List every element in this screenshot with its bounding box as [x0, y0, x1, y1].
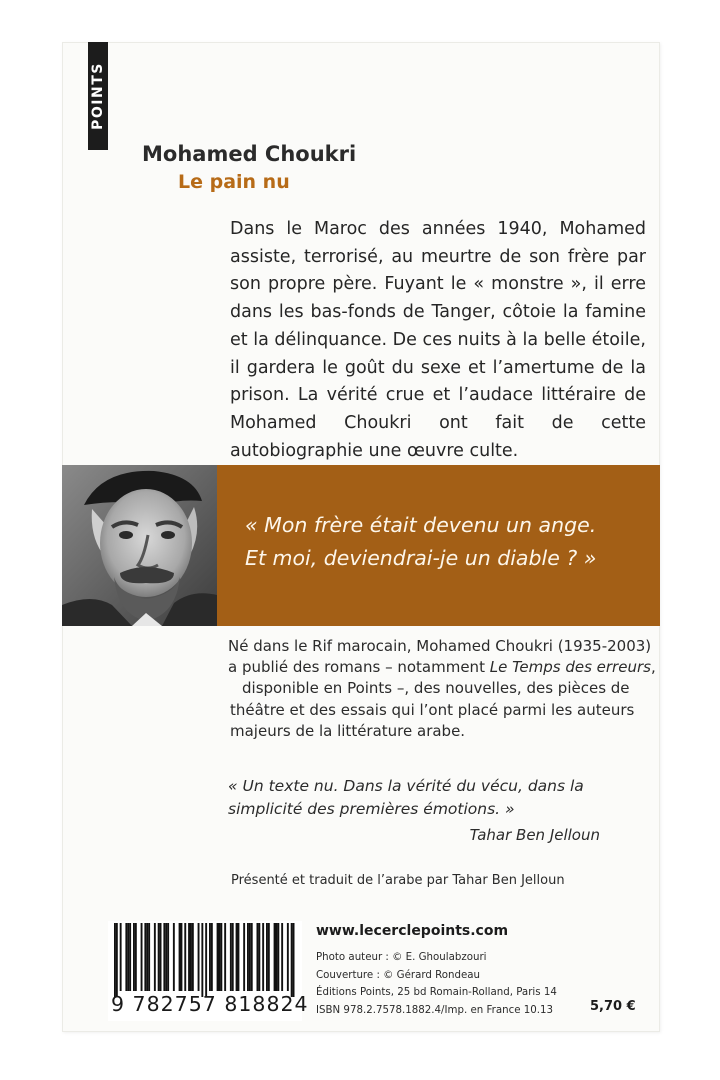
band-quote-line-1: « Mon frère était devenu un ange.	[245, 513, 597, 537]
book-title: Le pain nu	[178, 171, 290, 193]
bio-line-2-prefix: a publié des romans – notamment	[228, 658, 490, 677]
barcode-digits: 9 782757 818824	[111, 992, 309, 1016]
credits-block	[316, 948, 575, 1018]
review-author: Tahar Ben Jelloun	[469, 826, 600, 844]
points-logo	[88, 42, 108, 150]
book-reference-title: Le Temps des erreurs	[489, 658, 651, 677]
photo-credit: Photo auteur : © E. Ghoulabzouri	[316, 950, 487, 963]
review-quote	[228, 775, 628, 821]
bio-line-1: Né dans le Rif marocain, Mohamed Choukri (1935-2003)	[228, 637, 652, 655]
author-photo	[62, 465, 217, 626]
bio-line-2	[228, 657, 668, 678]
points-logo-label: POINTS	[90, 62, 106, 130]
price: 5,70 €	[590, 999, 636, 1014]
band-quote	[245, 509, 655, 575]
bio-line-2-suffix: ,	[650, 658, 656, 677]
author-name: Mohamed Choukri	[142, 142, 357, 166]
isbn-barcode	[108, 921, 309, 1021]
author-bio	[228, 636, 668, 742]
bio-line-5: majeurs de la littérature arabe.	[230, 721, 466, 740]
translator-credit: Présenté et traduit de l’arabe par Tahar Ben Jelloun	[231, 873, 565, 888]
isbn-line: ISBN 978.2.7578.1882.4/Imp. en France 10.13	[316, 1002, 554, 1016]
quote-band	[62, 465, 660, 626]
bio-line-4: théâtre et des essais qui l’ont placé parmi les auteurs	[230, 700, 635, 719]
website-link[interactable]: www.lecerclepoints.com	[316, 923, 509, 939]
review-line-2: simplicité des premières émotions. »	[228, 800, 515, 818]
band-quote-line-2: Et moi, deviendrai-je un diable ? »	[245, 546, 597, 570]
cover-credit: Couverture : © Gérard Rondeau	[316, 967, 481, 981]
review-line-1: « Un texte nu. Dans la vérité du vécu, dans la	[228, 777, 584, 795]
book-blurb: Dans le Maroc des années 1940, Mohamed assiste, terrorisé, au meurtre de son frère par son propre père. Fuyant le « monstre », il erre dans les bas-fonds de Tanger, côtoie la famine et la délinquance. De ces nuits à la belle étoile, il gardera le goût du sexe et l’amertume de la prison. La vérité crue et l’audace littéraire de Mohamed Choukri ont fait de cette autobiographie une œuvre culte.	[230, 219, 646, 461]
bio-line-3: disponible en Points –, des nouvelles, des pièces de	[242, 679, 630, 698]
publisher-address: Éditions Points, 25 bd Romain-Rolland, Paris 14	[316, 985, 557, 998]
